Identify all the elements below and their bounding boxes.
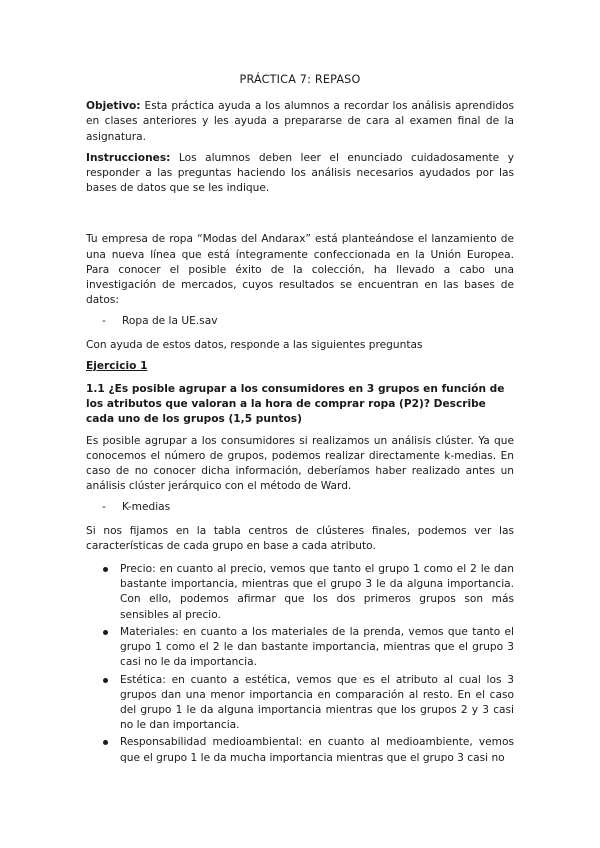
dataset-item [86,314,514,329]
attribute-list [86,562,514,766]
exercise-heading: Ejercicio 1 [86,359,148,372]
exercise-question: 1.1 ¿Es posible agrupar a los consumidores en 3 grupos en función de los atributos que valoran a la hora de comprar ropa (P2)? Describe cada uno de los grupos (1,5 puntos) [86,383,505,426]
objetivo-label: Objetivo: [86,100,141,113]
list-item-text: Precio: en cuanto al precio, vemos que tanto el grupo 1 como el 2 le dan bastante importancia, mientras que el grupo 3 le da alguna importancia. Con ello, podemos afirmar que los dos primeros grupos son más sensibles al precio. [120,563,514,621]
help-text: Con ayuda de estos datos, responde a las siguientes preguntas [86,338,423,351]
centers-text: Si nos fijamos en la tabla centros de clústeres finales, podemos ver las características de cada grupo en base a cada atributo. [86,524,514,552]
list-item-text: Estética: en cuanto a estética, vemos que es el atributo al cual los 3 grupos dan una menor importancia en comparación al resto. En el caso del grupo 1 le da alguna importancia mientras que los grupos 2 y 3 casi no le dan importancia. [120,673,514,732]
objetivo-paragraph [86,99,514,145]
objetivo-text: Esta práctica ayuda a los alumnos a recordar los análisis aprendidos en clases anteriores y les ayuda a prepararse de cara al examen final de la asignatura. [86,100,514,143]
list-item [86,735,514,765]
bullet-icon [103,678,108,683]
list-item [86,625,514,671]
list-item-text: Responsabilidad medioambiental: en cuanto al medioambiente, vemos que el grupo 1 le da mucha importancia mientras que el grupo 3 casi no [120,736,514,764]
dash-marker: - [102,501,106,514]
method-item [86,500,514,515]
bullet-icon [103,567,108,572]
exercise-answer: Es posible agrupar a los consumidores si realizamos un análisis clúster. Ya que conocemos el número de grupos, podemos realizar directamente k-medias. En caso de no conocer dicha información, deberíamos haber realizado antes un análisis clúster jerárquico con el método de Ward. [86,434,514,493]
list-item-text: Materiales: en cuanto a los materiales de la prenda, vemos que tanto el grupo 1 como el 2 le dan bastante importancia, mientras que el grupo 3 casi no le da importancia. [120,625,514,669]
list-item [86,562,514,623]
dataset-name: Ropa de la UE.sav [122,315,218,328]
bullet-icon [103,740,108,745]
intro-paragraph: Tu empresa de ropa “Modas del Andarax” está planteándose el lanzamiento de una nueva línea que está íntegramente confeccionada en la Unión Europea. Para conocer el posible éxito de la colección, ha llevado a cabo una investigación de mercados, cuyos resultados se encuentran en las bases de datos: [86,233,514,307]
instrucciones-paragraph [86,151,514,197]
instrucciones-text: Los alumnos deben leer el enunciado cuidadosamente y responder a las preguntas haciendo los análisis necesarios ayudados por las bases de datos que se les indique. [86,151,514,195]
page-title: PRÁCTICA 7: REPASO [239,73,361,86]
spacer [86,202,514,232]
list-item [86,673,514,734]
instrucciones-label: Instrucciones: [86,151,171,164]
document-page [86,72,514,768]
method-name: K-medias [122,501,171,514]
dash-marker: - [102,315,106,328]
bullet-icon [103,630,108,635]
